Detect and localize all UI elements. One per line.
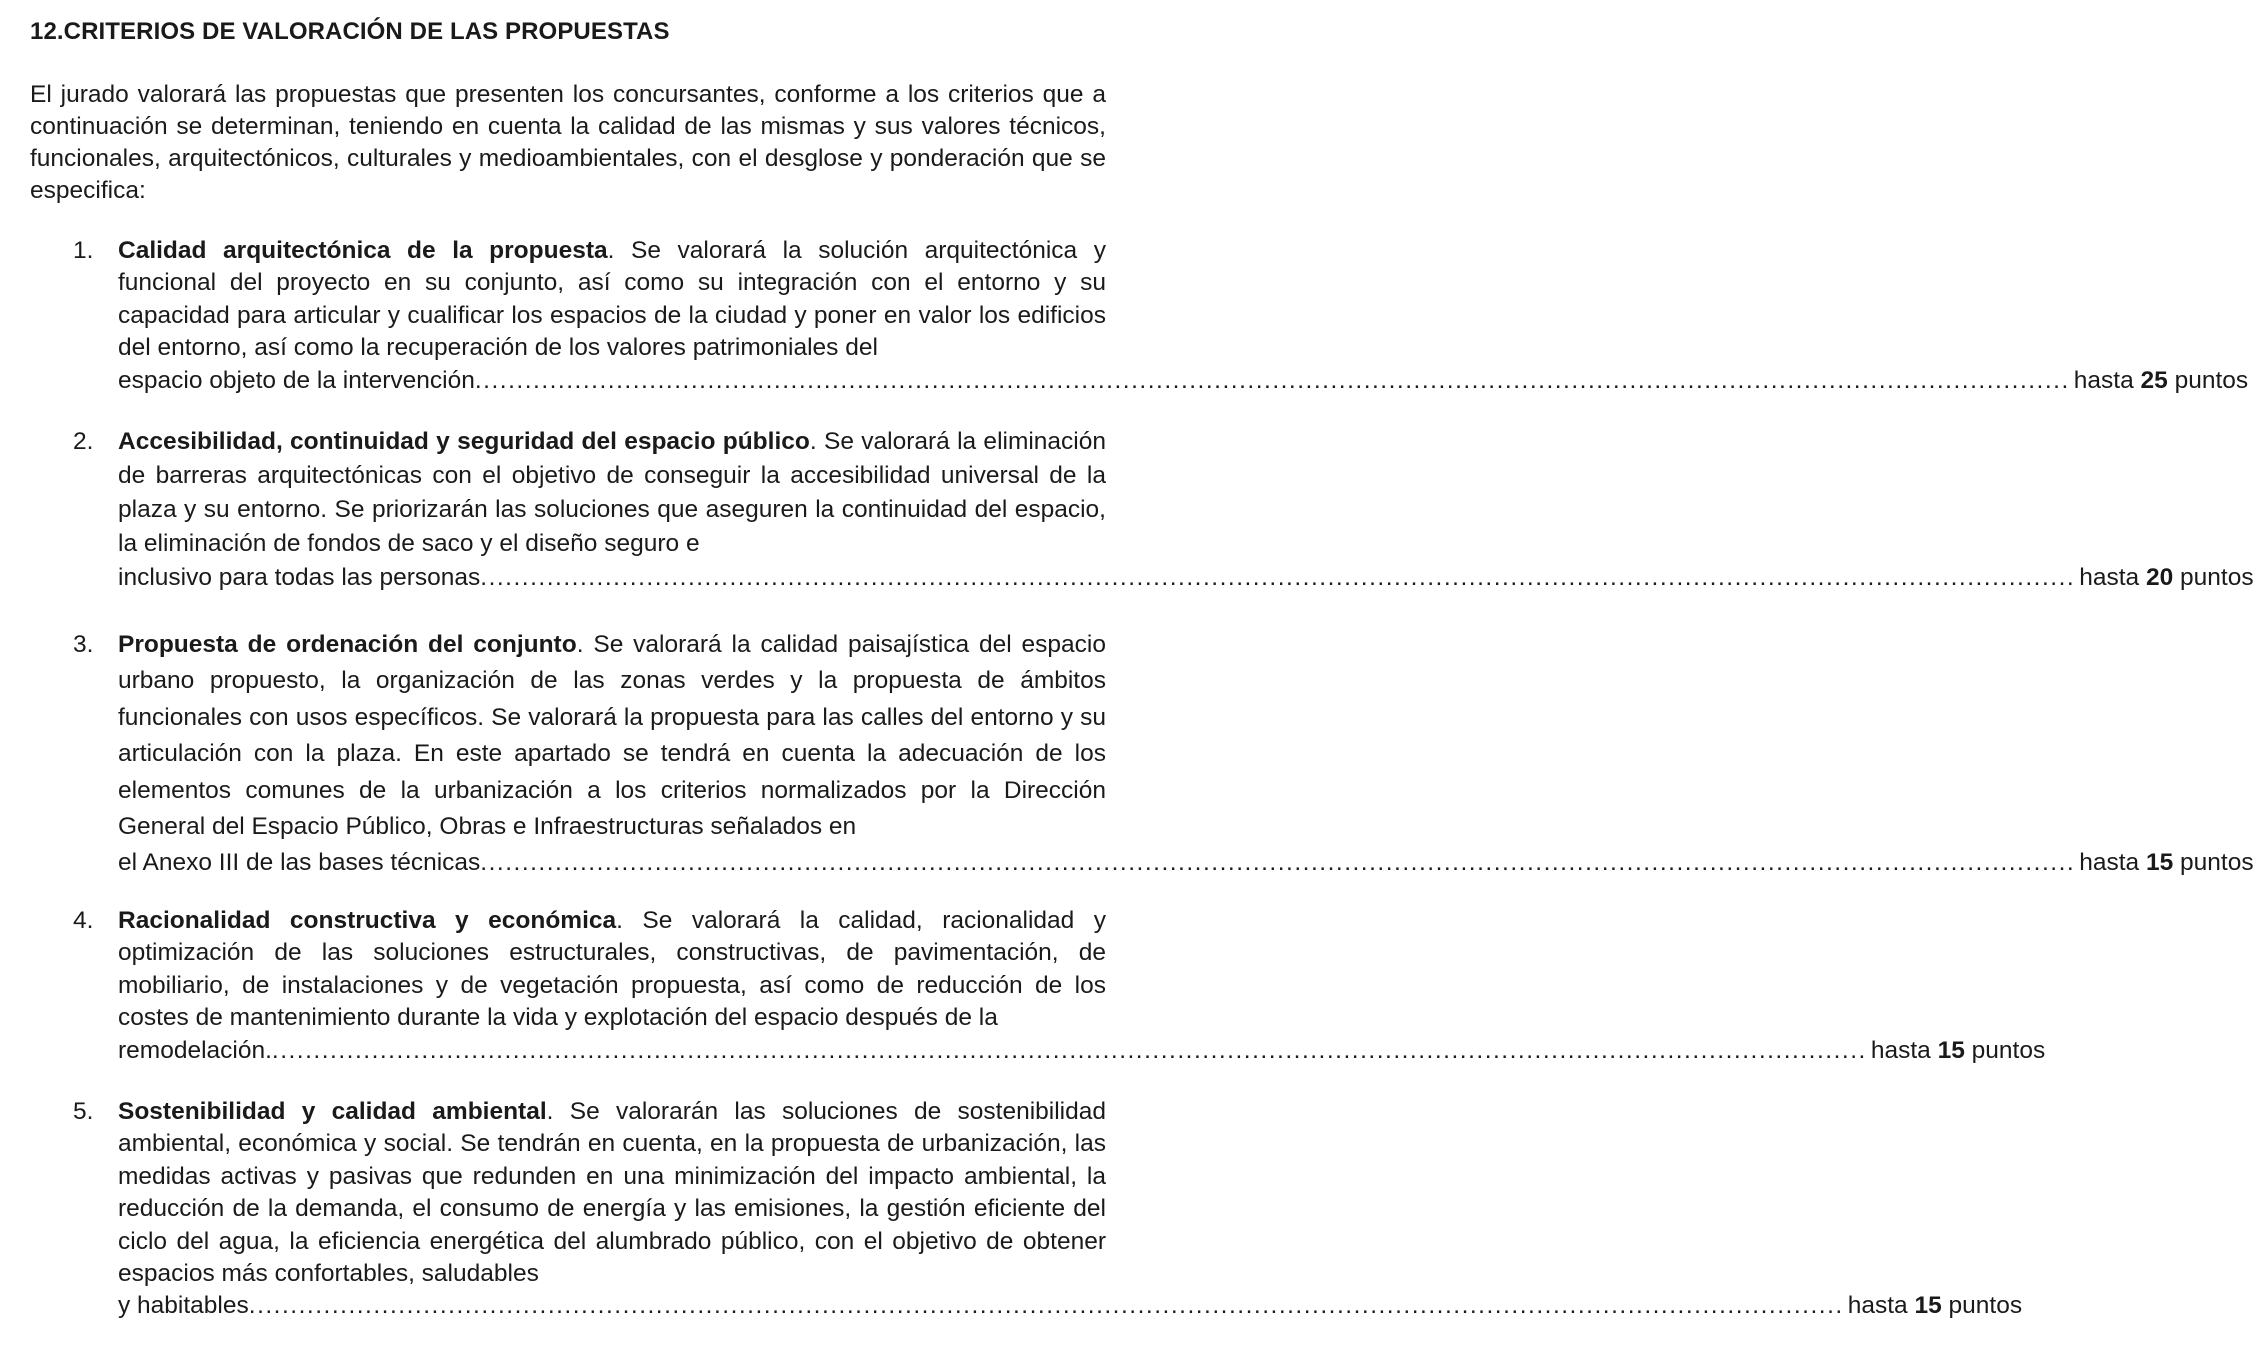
criterion-number: 3. — [73, 631, 94, 658]
criterion-points-line — [118, 561, 2254, 595]
puntos-label: puntos — [1971, 1036, 2046, 1064]
puntos-label: puntos — [2180, 849, 2254, 877]
criterion-number: 5. — [73, 1098, 94, 1125]
hasta-label: hasta — [2079, 849, 2140, 877]
criterion-text: . Se valorará la calidad, racionalidad y optimización de las soluciones estructurales, constructivas, de pavimentación, de mobiliario, de instalaciones y de vegetación propuesta, así como de reducción de los costes de mantenimiento durante la vida y explotación del espacio después de la — [118, 907, 1107, 1032]
criterion-title: Racionalidad constructiva y económica — [118, 907, 617, 934]
points-value: 25 — [2140, 366, 2168, 394]
criterion-number: 2. — [73, 428, 94, 455]
criterion-last-line: espacio objeto de la intervención — [118, 366, 475, 394]
hasta-label: hasta — [2079, 564, 2140, 591]
criterion-last-line: el Anexo III de las bases técnicas — [118, 849, 481, 877]
criterion-last-line: remodelación. — [118, 1036, 272, 1064]
leader-dots: ................................................................................................................................................................................................ — [248, 1292, 1844, 1320]
criterion-score — [1844, 1290, 2022, 1322]
criterion-body — [118, 235, 2249, 397]
criterion-body — [118, 627, 2254, 882]
criterion-score — [2070, 365, 2248, 397]
criterion-points-line — [118, 1290, 2023, 1322]
criterion-title: Propuesta de ordenación del conjunto — [118, 631, 577, 658]
criterion-last-line: y habitables — [118, 1292, 249, 1320]
criterion-text: . Se valorará la eliminación de barreras arquitectónicas con el objetivo de conseguir la accesibilidad universal de la plaza y su entorno. Se priorizarán las soluciones que aseguren la continuidad del espacio, la eliminación de fondos de saco y el diseño seguro e — [118, 428, 1106, 557]
leader-dots: ................................................................................................................................................................................................ — [480, 849, 2076, 877]
criterion-points-line — [118, 1035, 2046, 1067]
leader-dots: ................................................................................................................................................................................................ — [480, 564, 2076, 591]
criterion-title: Accesibilidad, continuidad y seguridad del espacio público — [118, 428, 810, 455]
criterion-number: 1. — [73, 237, 94, 264]
puntos-label: puntos — [2174, 366, 2249, 394]
section-heading: 12.CRITERIOS DE VALORACIÓN DE LAS PROPUESTAS — [30, 18, 670, 45]
criterion-body — [118, 1096, 2023, 1323]
criterion-item — [30, 905, 2046, 1067]
criterion-item — [30, 425, 2254, 595]
leader-dots: ................................................................................................................................................................................................ — [474, 366, 2070, 394]
criterion-item — [30, 1096, 2023, 1323]
criterion-title: Calidad arquitectónica de la propuesta — [118, 237, 608, 264]
criterion-item — [30, 235, 2249, 397]
criterion-body — [118, 905, 2046, 1067]
hasta-label: hasta — [2073, 366, 2134, 394]
criterion-text: . Se valorará la solución arquitectónica y funcional del proyecto en su conjunto, así como su integración con el entorno y su capacidad para articular y cualificar los espacios de la ciudad y poner en valor los edificios del entorno, así como la recuperación de los valores patrimoniales del — [118, 237, 1106, 362]
hasta-label: hasta — [1847, 1292, 1908, 1320]
points-value: 20 — [2145, 564, 2174, 591]
criterion-score — [1867, 1035, 2045, 1067]
criterion-text: . Se valorará la calidad paisajística del espacio urbano propuesto, la organización de las zonas verdes y la propuesta de ámbitos funcionales con usos específicos. Se valorará la propuesta para las calles del entorno y su articulación con la plaza. En este apartado se tendrá en cuenta la adecuación de los elementos comunes de la urbanización a los criterios normalizados por la Dirección General del Espacio Público, Obras e Infraestructuras señalados en — [118, 631, 1106, 841]
criterion-title: Sostenibilidad y calidad ambiental — [118, 1098, 547, 1125]
criterion-score — [2075, 561, 2253, 595]
points-value: 15 — [1937, 1036, 1965, 1064]
criterion-score — [2075, 845, 2253, 881]
intro-paragraph: El jurado valorará las propuestas que presenten los concursantes, conforme a los criterios que a continuación se determinan, teniendo en cuenta la calidad de las mismas y sus valores técnicos, funcionales, arquitectónicos, culturales y medioambientales, con el desglose y ponderación que se especifica: — [30, 81, 1106, 204]
points-value: 15 — [2145, 849, 2174, 877]
points-value: 15 — [1914, 1292, 1942, 1320]
criterion-points-line — [118, 365, 2249, 397]
criterion-last-line: inclusivo para todas las personas — [118, 564, 481, 591]
criterion-number: 4. — [73, 907, 94, 934]
leader-dots: ................................................................................................................................................................................................ — [271, 1036, 1867, 1064]
criterion-text: . Se valorarán las soluciones de sostenibilidad ambiental, económica y social. Se tendrán en cuenta, en la propuesta de urbanización, las medidas activas y pasivas que redunden en una minimización del impacto ambiental, la reducción de la demanda, el consumo de energía y las emisiones, la gestión eficiente del ciclo del agua, la eficiencia energética del alumbrado público, con el objetivo de obtener espacios más confortables, saludables — [118, 1098, 1106, 1288]
hasta-label: hasta — [1870, 1036, 1931, 1064]
criterion-body — [118, 425, 2254, 595]
puntos-label: puntos — [2180, 564, 2254, 591]
criterion-item — [30, 627, 2254, 882]
puntos-label: puntos — [1948, 1292, 2023, 1320]
criterion-points-line — [118, 845, 2254, 881]
